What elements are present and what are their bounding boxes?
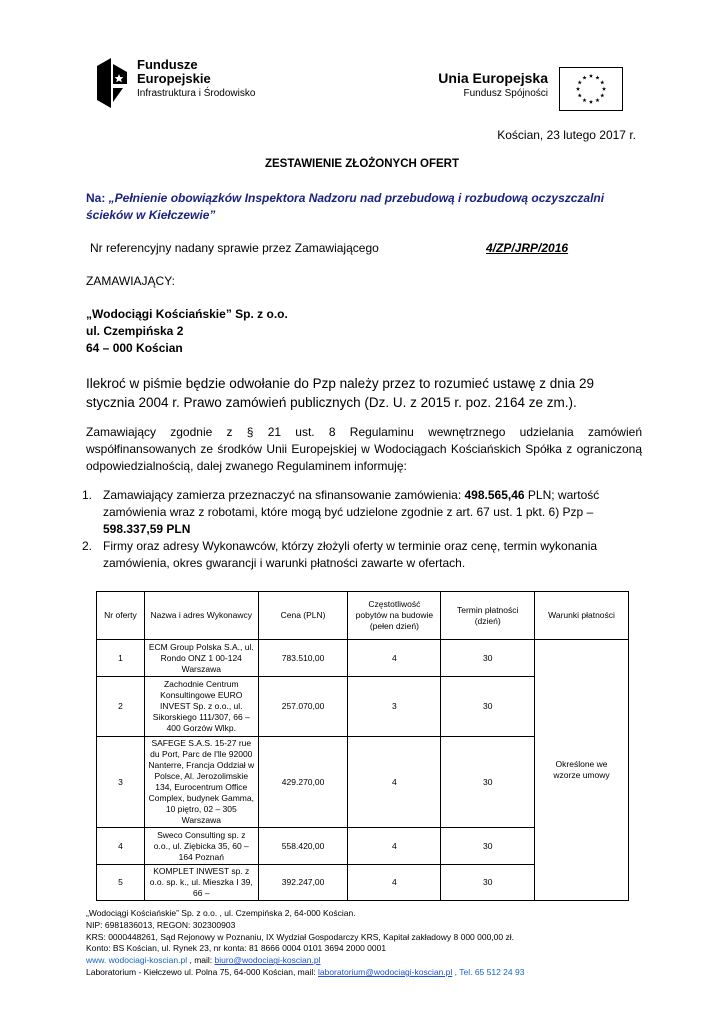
footer-account: Konto: BS Kościan, ul. Rynek 23, nr konta: 81 8666 0004 0101 3694 2000 0001 [86, 943, 387, 954]
table-header-row [97, 592, 629, 640]
website-link[interactable]: www. wodociagi-koscian.pl [86, 955, 188, 966]
eu-star-icon [589, 74, 593, 78]
fundusze-europejskie-logo [97, 58, 287, 108]
eu-star-icon [582, 76, 586, 80]
eu-flag-icon [559, 67, 623, 111]
zamawiajacy-address [86, 306, 288, 357]
eu-logo-line2: Fundusz Spójności [463, 88, 548, 99]
header-name: Nazwa i adres Wykonawcy [144, 592, 258, 640]
address-line3: 64 – 000 Kościan [86, 341, 183, 355]
eu-star-icon [576, 87, 580, 91]
cell-visits: 4 [348, 640, 441, 677]
list-item-number: 1. [82, 488, 93, 502]
cell-name: Sweco Consulting sp. z o.o., ul. Ziębicka 35, 60 – 164 Poznań [144, 828, 258, 865]
lab-text: Laboratorium - Kiełczewo ul. Polna 75, 64-000 Kościan, mail: [86, 966, 318, 977]
subject-title: „Pełnienie obowiązków Inspektora Nadzoru nad przebudową i rozbudową oczyszczalni ścieków w Kiełczewie” [86, 191, 605, 222]
budget-amount: 498.565,46 [464, 488, 525, 502]
document-heading: ZESTAWIENIE ZŁOŻONYCH OFERT [264, 158, 459, 170]
cell-term: 30 [441, 640, 535, 677]
address-line2: ul. Czempińska 2 [86, 324, 184, 338]
eu-star-icon [578, 93, 582, 97]
list-item-text: Zamawiający zamierza przeznaczyć na sfinansowanie zamówienia: [103, 488, 465, 502]
subject [86, 190, 646, 224]
cell-price: 257.070,00 [258, 677, 348, 737]
header-payment-term: Termin płatności (dzień) [441, 592, 535, 640]
header-price: Cena (PLN) [258, 592, 348, 640]
list-item-number: 2. [82, 539, 93, 553]
footer-laboratory [86, 967, 524, 979]
cell-name: Zachodnie Centrum Konsultingowe EURO INVEST Sp. z o.o., ul. Sikorskiego 111/307, 66 – 400 Gorzów Wlkp. [144, 677, 258, 737]
email-link[interactable]: biuro@wodociagi-koscian.pl [214, 955, 321, 966]
footer-contact [86, 955, 524, 967]
cell-name: SAFEGE S.A.S. 15-27 rue du Port, Parc de I'lle 92000 Nanterre, Francja Oddział w Polsce, Al. Jerozolimskie 134, Eurocentrum Office Complex, budynek Gamma, 10 piętro, 02 – 305 Warszawa [144, 737, 258, 828]
fe-logo-line2: Europejskie [137, 71, 211, 86]
cell-term: 30 [441, 828, 535, 865]
cell-price: 783.510,00 [258, 640, 348, 677]
reference-number: 4/ZP/JRP/2016 [486, 241, 569, 255]
eu-star-icon [595, 76, 599, 80]
cell-name: ECM Group Polska S.A., ul. Rondo ONZ 1 00-124 Warszawa [144, 640, 258, 677]
offers-table [96, 591, 629, 901]
eu-star-icon [595, 98, 599, 102]
list-item-text: Firmy oraz adresy Wykonawców, którzy złożyli oferty w terminie oraz cenę, termin wykonania zamówienia, okres gwarancji i warunki płatności zawarte w ofertach. [103, 539, 598, 570]
cell-price: 392.247,00 [258, 865, 348, 901]
fe-logo-line1: Fundusze [137, 57, 198, 72]
header-visits: Częstotliwość pobytów na budowie (pełen dzień) [348, 592, 441, 640]
fe-logo-line3: Infrastruktura i Środowisko [137, 88, 256, 99]
list-item [82, 538, 642, 572]
cell-price: 429.270,00 [258, 737, 348, 828]
cell-visits: 4 [348, 828, 441, 865]
pzp-paragraph: Ilekroć w piśmie będzie odwołanie do Pzp należy przez to rozumieć ustawę z dnia 29 stycznia 2004 r. Prawo zamówień publicznych (Dz. U. z 2015 r. poz. 2164 ze zm.). [86, 376, 595, 410]
lab-email-link[interactable]: laboratorium@wodociagi-koscian.pl [317, 966, 453, 977]
regulation-paragraph: Zamawiający zgodnie z § 21 ust. 8 Regulaminu wewnętrznego udzielania zamówień współfinansowanych ze środków Unii Europejskiej w Wodociągach Kościańskich Spółka z ograniczoną odpowiedzialnością, dalej zwanego Regulaminem informuję: [86, 425, 642, 473]
cell-visits: 3 [348, 677, 441, 737]
cell-nr: 2 [97, 677, 145, 737]
info-list [82, 487, 642, 572]
cell-term: 30 [441, 737, 535, 828]
list-item-text: PLN; wartość zamówienia wraz z robotami, które mogą być udzielone zgodnie z art. 67 ust. 1 pkt. 6) Pzp – [103, 488, 600, 519]
cell-nr: 5 [97, 865, 145, 901]
eu-star-icon [602, 87, 606, 91]
cell-nr: 1 [97, 640, 145, 677]
footer-krs: KRS: 0000448261, Sąd Rejonowy w Poznaniu, IX Wydział Gospodarczy KRS, Kapitał zakładowy 8 000 000,00 zł. [86, 931, 515, 942]
cell-nr: 3 [97, 737, 145, 828]
document-date: Kościan, 23 lutego 2017 r. [497, 128, 636, 142]
fundusze-logo-icon [97, 58, 127, 108]
eu-logo-text [420, 70, 548, 101]
address-line1: „Wodociągi Kościańskie” Sp. z o.o. [86, 307, 288, 321]
eu-star-icon [578, 80, 582, 84]
footer-nip: NIP: 6981836013, REGON: 302300903 [86, 919, 236, 930]
page-footer [86, 908, 524, 979]
eu-star-icon [600, 80, 604, 84]
footer-company: „Wodociągi Kościańskie” Sp. z o.o. , ul. Czempińska 2, 64-000 Kościan. [86, 908, 356, 918]
cell-term: 30 [441, 677, 535, 737]
cell-visits: 4 [348, 865, 441, 901]
total-amount: 598.337,59 PLN [103, 522, 191, 536]
reference-label: Nr referencyjny nadany sprawie przez Zamawiającego [90, 241, 379, 255]
cell-name: KOMPLET INWEST sp. z o.o. sp. k., ul. Mieszka I 39, 66 – [144, 865, 258, 901]
list-item [82, 487, 642, 538]
mail-label: , mail: [187, 955, 215, 966]
eu-star-icon [589, 100, 593, 104]
cell-term: 30 [441, 865, 535, 901]
header-conditions: Warunki płatności [535, 592, 629, 640]
subject-prefix: Na: [86, 191, 109, 205]
table-row [97, 640, 629, 677]
cell-price: 558.420,00 [258, 828, 348, 865]
lab-phone: , Tel. 65 512 24 93 [452, 966, 525, 977]
cell-nr: 4 [97, 828, 145, 865]
cell-visits: 4 [348, 737, 441, 828]
cell-conditions: Określone we wzorze umowy [535, 640, 629, 901]
header-nr: Nr oferty [97, 592, 145, 640]
zamawiajacy-label: ZAMAWIAJĄCY: [86, 274, 175, 288]
eu-star-icon [582, 98, 586, 102]
eu-star-icon [600, 93, 604, 97]
eu-logo-line1: Unia Europejska [438, 70, 548, 86]
